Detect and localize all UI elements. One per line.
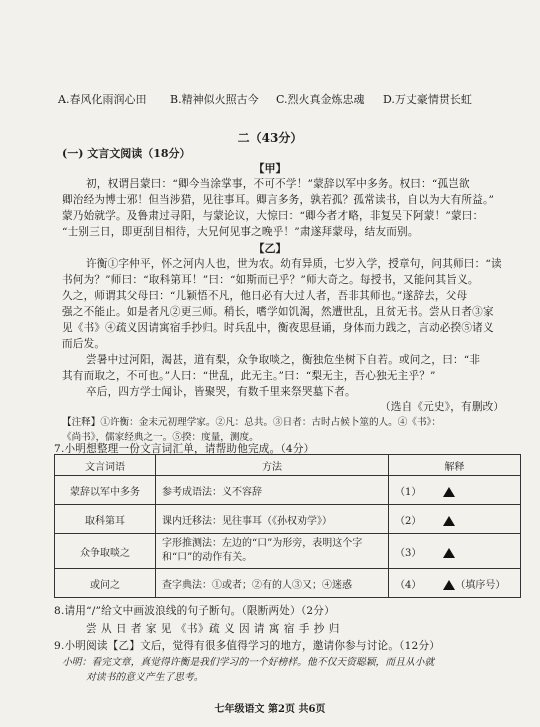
jia-line: 卿治经为博士邪！但当涉猎，见往事耳。卿言多务，孰若孤？孤常读书，自以为大有所益。” <box>62 194 495 206</box>
table-header-row <box>55 455 521 476</box>
table-row <box>55 569 521 598</box>
vocab-table <box>54 454 521 598</box>
yi-line: 尝暑中过河阳，渴甚，道有梨，众争取啖之，衡独危坐树下自若。或问之，曰：“非 <box>86 354 481 366</box>
q8-sentence: 尝 从 日 者 家 见 《书》疏 义 因 请 寓 宿 手 抄 归 <box>86 623 340 635</box>
table-row <box>55 476 521 505</box>
answer-number: （4） <box>395 579 422 591</box>
jia-line: 初，权谓吕蒙曰：“卿今当涂掌事，不可不学！”蒙辞以军中多务。权曰：“孤岂欲 <box>86 178 470 190</box>
table-cell-answer[interactable] <box>389 476 521 505</box>
option-c: C.烈火真金炼忠魂 <box>276 93 365 106</box>
table-cell-word: 蒙辞以军中多务 <box>55 476 156 505</box>
q9-line: 对读书的意义产生了思考。 <box>86 672 204 683</box>
option-d: D.万丈豪情贯长虹 <box>383 93 472 106</box>
table-header: 文言词语 <box>55 455 156 476</box>
jia-title: 【甲】 <box>253 162 287 175</box>
triangle-icon <box>443 548 455 558</box>
notes-line: 【注释】①许衡：金末元初理学家。②凡：总共。③日者：古时占候卜筮的人。④《书》： <box>62 417 441 428</box>
option-a: A.春风化雨润心田 <box>58 93 147 106</box>
table-cell-answer[interactable] <box>389 534 521 569</box>
answer-number: （1） <box>395 486 422 498</box>
table-cell-method: 课内迁移法：见往事耳（《孙权劝学》） <box>156 505 389 534</box>
triangle-icon <box>443 516 455 526</box>
table-cell-method: 查字典法：①或者；②有的人③又；④迷惑 <box>156 569 389 598</box>
yi-line: 而后发。 <box>62 338 106 350</box>
table-cell-method: 参考成语法：义不容辞 <box>156 476 389 505</box>
section-title: 二（43分） <box>237 131 303 145</box>
table-cell-word: 或问之 <box>55 569 156 598</box>
table-header: 方法 <box>156 455 389 476</box>
yi-line: 书何为？”师曰：“取科第耳！”曰：“如斯而已乎？”师大奇之。每授书，又能问其旨义。 <box>62 274 479 286</box>
yi-line: 其有而取之，不可也。”人曰：“世乱，此无主。”曰：“梨无主，吾心独无主乎？” <box>62 370 436 382</box>
table-row <box>55 534 521 569</box>
jia-line: 蒙乃始就学。及鲁肃过寻阳，与蒙论议，大惊曰：“卿今者才略，非复吴下阿蒙！”蒙曰： <box>62 210 484 222</box>
answer-number: （3） <box>395 547 422 559</box>
subsection-title: (一) 文言文阅读（18分） <box>62 147 191 160</box>
table-row <box>55 505 521 534</box>
jia-line: “士别三日，即更刮目相待，大兄何见事之晚乎！”肃遂拜蒙母，结友而别。 <box>62 226 419 238</box>
source-citation: （选自《元史》，有删改） <box>380 401 505 413</box>
table-cell-word: 众争取啖之 <box>55 534 156 569</box>
question-9: 9.小明阅读【乙】文后，觉得有很多值得学习的地方，邀请你参与讨论。（12分） <box>54 640 441 652</box>
table-header: 解释 <box>389 455 521 476</box>
question-8: 8.请用“/”给文中画波浪线的句子断句。（限断两处）（2分） <box>54 605 335 617</box>
yi-line: 久之，师谓其父母曰：“儿颖悟不凡，他日必有大过人者，吾非其师也。”遂辞去，父母 <box>62 290 468 302</box>
q9-line: 小明：看完文章，真觉得许衡是我们学习的一个好榜样。他不仅天资聪颖，而且从小就 <box>62 657 435 668</box>
yi-line: 许衡①字仲平，怀之河内人也，世为农。幼有异质，七岁入学，授章句，问其师曰：“读 <box>86 258 502 270</box>
triangle-icon <box>443 580 455 590</box>
fill-hint: （填序号） <box>455 579 506 591</box>
question-7: 7.小明想整理一份文言词汇单，请帮助他完成。（4分） <box>54 443 315 455</box>
table-cell-word: 取科第耳 <box>55 505 156 534</box>
yi-line: 卒后，四方学士闻讣，皆聚哭，有数千里来祭哭墓下者。 <box>86 386 356 398</box>
yi-title: 【乙】 <box>253 242 287 255</box>
notes-line: 《尚书》，儒家经典之一。⑤揆：度量，测度。 <box>62 432 259 443</box>
table-cell-answer[interactable] <box>389 569 521 598</box>
option-b: B.精神似火照古今 <box>170 93 259 106</box>
yi-line: 见《书》④疏义因请寓宿手抄归。时兵乱中，衡夜思昼诵，身体而力践之，言动必揆⑤诸义 <box>62 322 494 334</box>
table-cell-answer[interactable] <box>389 505 521 534</box>
triangle-icon <box>443 487 455 497</box>
page-footer: 七年级语文 第2页 共6页 <box>214 704 326 715</box>
answer-number: （2） <box>395 515 422 527</box>
yi-line: 强之不能止。如是者凡②更三师。稍长，嗜学如饥渴，然遭世乱，且贫无书。尝从日者③家 <box>62 306 494 318</box>
table-cell-method: 字形推测法：左边的“口”为形旁，表明这个字和“口”的动作有关。 <box>156 534 389 569</box>
